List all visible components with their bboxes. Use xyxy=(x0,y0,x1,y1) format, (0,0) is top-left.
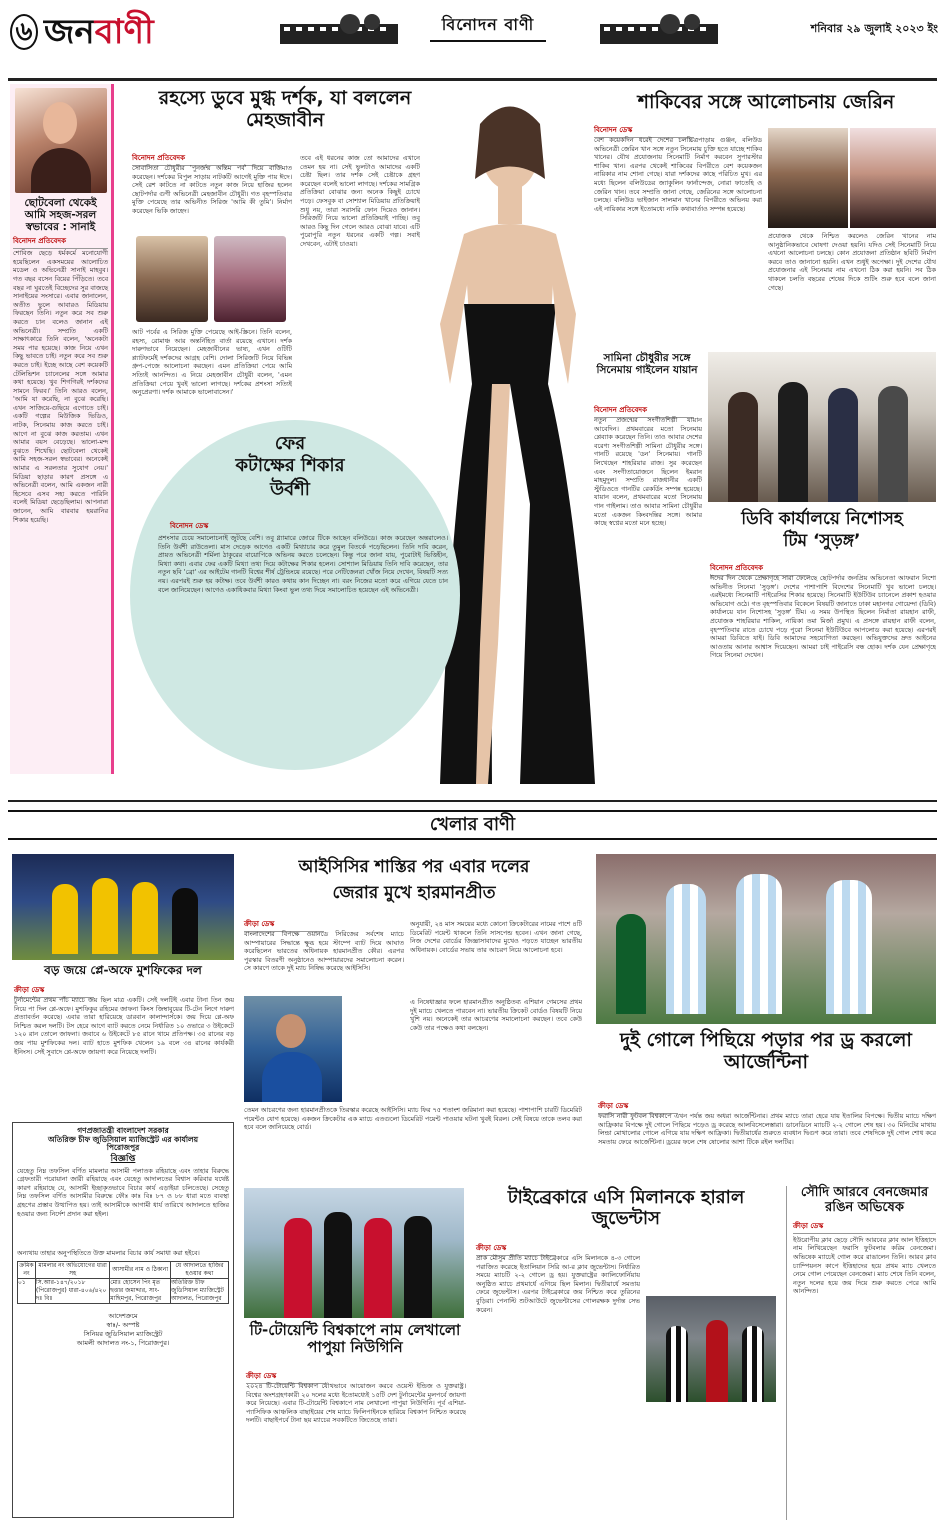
urvashi-headline-line3: উর্বশী xyxy=(270,479,310,500)
surongo-headline-line2: টিম ‘সুড়ঙ্গ’ xyxy=(783,531,861,551)
benzema-box xyxy=(786,1186,936,1520)
mehazabien-byline: বিনোদন প্রতিবেদক xyxy=(132,152,282,166)
argentina-byline: ক্রীড়া ডেস্ক xyxy=(598,1100,678,1114)
issue-date: শনিবার ২৯ জুলাই ২০২৩ ইং xyxy=(810,22,938,35)
argentina-body: ফরাসি নারী ফুটবল বিশ্বকাপে এখন পর্যন্ত জয় অধরা আর্জেন্টিনার। প্রথম ম্যাচে তারা হেরে যায় ইতালির বিপক্ষে। দ্বিতীয় ম্যাচে দক্ষিণ আফ্রিকার বিপক্ষে দুই গোলে পিছিয়ে পড়েও ড্র করেছে আলবিসেলেস্তারা। ডানেডিনে ম্যাচটি ২-২ গোলে শেষ হয়। ৩০ মিনিটের মাথায় লিন্ডা মোথালোর গোলে এগিয়ে যায় দক্ষিণ আফ্রিকা। দ্বিতীয়ার্ধের শুরুতে ব্যবধান দ্বিগুণ করে তারা। তবে শেষদিকে দুই গোল শোধ করে সমতায় ফেরে আর্জেন্টিনা। ড্রয়ের ফলে শেষ ষোলোর আশা টিকে রইল দলটির। xyxy=(598,1112,936,1146)
header-rule xyxy=(8,78,937,81)
png-headline: টি-টোয়েন্টি বিশ্বকাপে নাম লেখালো পাপুয়া নিউগিনি xyxy=(249,1321,461,1357)
mehazabien-photo-1 xyxy=(136,236,208,322)
mehazabien-headline: রহস্যে ডুবে মুগ্ধ দর্শক, যা বললেন মেহজাবীন xyxy=(158,87,412,131)
section-underline xyxy=(430,40,546,42)
shakib-body-col2: প্রযোজক থেকে নিশ্চিত করলেও জেরিন খানের নাম আনুষ্ঠানিকভাবে ঘোষণা দেওয়া হয়নি। যদিও সেই সিনেমাটি নিয়ে এখনো আলোচনা চলছে। কোন প্রযোজনা প্রতিষ্ঠান ছবিটি নির্মাণ করবে তাও জানানো হয়নি। এখন শুধুই অপেক্ষা। দুই দেশের যৌথ প্রযোজনার এই সিনেমার নাম এখনো ঠিক করা হয়নি। সব ঠিক থাকলে চলতি বছরের শেষের দিকে শুটিং শুরু হবে বলে জানা গেছে। xyxy=(768,232,936,292)
mehazabien-body-col3: তবে এই ধরনের কাজ তো আমাদের এখানে তেমন হয় না। সেই ভুলটাও আমাদের একটি চেষ্টা ছিল। তার দর্শক সেই চেষ্টাকে গ্রহণ করেছেন বলেই ভালো লাগছে। দর্শকের সামগ্রিক প্রতিক্রিয়া বোঝার জন্য অনেক কিছুই চোখে পড়ে। ফেসবুক বা সোশ্যাল মিডিয়ায় প্রতিক্রিয়াই শুধু নয়, তারা সরাসরি ফোন দিয়েও জানান। সিরিজটি নিয়ে ভালো প্রতিক্রিয়াই পাচ্ছি। তবু আরও কিছু দিন গেলে আরও বোঝা যাবে। এটি পুরোপুরি নতুন ধরনের একটি গল্প। সবাই দেখবেন, এটাই চাওয়া। xyxy=(300,154,420,248)
notice-title-1: গণপ্রজাতন্ত্রী বাংলাদেশ সরকার xyxy=(77,1126,169,1135)
surongo-byline: বিনোদন প্রতিবেদক xyxy=(710,562,810,576)
png-body: ২০২৪ টি-টোয়েন্টি বিশ্বকাপ যৌথভাবে আয়োজন করবে ওয়েস্ট ইন্ডিজ ও যুক্তরাষ্ট্র। বিশ্বের অংশগ্রহণকারী ২০ দলের মধ্যে ইতোমধ্যেই ১৫টি দেশ টুর্নামেন্টের মূলপর্বে জায়গা করে নিয়েছে। এবার টি-টোয়েন্টি বিশ্বকাপে নাম লেখালো পাপুয়া নিউগিনি। পূর্ব এশিয়া-প্যাসিফিক আঞ্চলিক বাছাইয়ের শেষ ম্যাচে ফিলিপাইনকে হারিয়ে বিশ্বকাপ নিশ্চিত করেছে দলটি। বাছাইপর্বে টানা ছয় ম্যাচের সবকটিতে জিতেছে তারা। xyxy=(246,1382,466,1425)
shakib-byline: বিনোদন ডেস্ক xyxy=(594,124,694,138)
urvashi-byline: বিনোদন ডেস্ক xyxy=(170,520,250,534)
notice-closing: অন্যথায় তাহার অনুপস্থিতিতে উক্ত মামলার বিচার কার্য সমাধা করা হইবে। xyxy=(17,1248,200,1257)
zerin-photo xyxy=(850,128,936,228)
brand-part-a: জন xyxy=(44,12,95,52)
surongo-body: ঈদের দিন থেকে প্রেক্ষাগৃহে সারা ফেলেছে ছোটপর্দার জনপ্রিয় অভিনেতা আফরান নিশো অভিনীত সিনেমা 'সুড়ঙ্গ'। দেশের পাশাপাশি বিদেশের সিনেমাটি খুব ভালো চলছে। এরইমধ্যে সিনেমাটি পাইরেসির শিকার হয়েছে। সিনেমাটি ইউটিউব চ্যানেলে প্রকাশ হওয়ার অভিযোগ ওঠে। গত বৃহস্পতিবার বিকেলে বিষয়টি জানাতে ঢাকা মহানগর গোয়েন্দা (ডিবি) কার্যালয়ে যান নিশোসহ 'সুড়ঙ্গ' টিম। এ সময় উপস্থিত ছিলেন নির্মাতা রায়হান রাফী, প্রযোজক শাহরিয়ার শাকিল, নায়িকা তমা মির্জা প্রমুখ। এ প্রসঙ্গে রায়হান রাফী বলেন, বৃহস্পতিবার রাতে চোখে পড়ে পুরো সিনেমা ইউটিউবে আপলোড করা হয়েছে। এরপরই আমরা ডিবিতে যাই। ডিবি আমাদের সহযোগিতা করছেন। অভিযুক্তদের দ্রুত আইনের আওতায় আনার আশ্বাস দিয়েছেন। আমরা চাই পাইরেসি বন্ধ হোক। দর্শক যেন প্রেক্ষাগৃহে গিয়ে সিনেমা দেখেন। xyxy=(710,574,936,660)
court-notice xyxy=(12,1122,234,1518)
sanai-byline: বিনোদন প্রতিবেদক xyxy=(13,235,108,249)
png-byline: ক্রীড়া ডেস্ক xyxy=(246,1370,326,1384)
notice-cell-court: অতিরিক্ত চীফ জুডিসিয়াল ম্যাজিস্ট্রেট আদালত, পিরোজপুর xyxy=(170,1279,228,1304)
brand-part-b: বাণী xyxy=(94,12,154,52)
notice-sign-name: স্বাঃ/- অস্পষ্ট xyxy=(106,1321,140,1330)
benzema-byline: ক্রীড়া ডেস্ক xyxy=(793,1220,936,1234)
argentina-photo xyxy=(596,854,936,1024)
notice-th-accused: আসামীর নাম ও ঠিকানা xyxy=(110,1262,171,1279)
shakib-headline: শাকিবের সঙ্গে আলোচনায় জেরিন xyxy=(637,91,895,113)
sports-section-title: খেলার বাণী xyxy=(360,812,585,838)
benzema-body: ইউরোপীয় ক্লাব ছেড়ে সৌদি আরবের ক্লাব আল ইত্তিহাদে নাম লিখিয়েছেন ফরাসি ফুটবলার করিম বেনজেমা। অভিষেক ম্যাচেই গোল করে রাঙালেন তিনি। আরব ক্লাব চ্যাম্পিয়নস কাপে ইত্তিহাদের হয়ে প্রথম ম্যাচ খেলতে নেমে গোল পেয়েছেন বেনজেমা। ম্যাচ শেষে তিনি বলেন, নতুন দলের হয়ে জয় দিয়ে শুরু করতে পেরে আমি আনন্দিত। xyxy=(793,1235,936,1296)
png-photo xyxy=(244,1188,464,1318)
samina-body: নতুন প্রজন্মের সংগীতশিল্পী যায়ান আবেদিন। প্রথমবারের মতো সিনেমায় প্লেব্যাক করেছেন তিনি। তাও আবার দেশের বরেণ্য সংগীতশিল্পী সামিনা চৌধুরীর সঙ্গে। গানটি রয়েছে 'ডন' সিনেমায়। গানটি লিখেছেন শাহরিয়ার রাজ। সুর করেছেন এবং সংগীতায়োজনে ছিলেন ইমরান মাহমুদুল। সম্প্রতি রাজধানীর একটি স্টুডিওতে গানটির রেকর্ডিং সম্পন্ন হয়েছে। যায়ান বলেন, প্রথমবারের মতো সিনেমায় গান গাইলাম। তাও আবার সামিনা চৌধুরীর মতো একজন কিংবদন্তির সঙ্গে। আমার কাছে স্বপ্নের মতো মনে হচ্ছে। xyxy=(594,416,702,528)
notice-sign-order: আদেশক্রমে xyxy=(108,1312,138,1321)
shakib-body-col1: বেশ কয়েকদিন ধরেই দেশের চলচ্চিত্রপাড়ায় গুঞ্জন, বলিউড অভিনেত্রী জেরিন খান সঙ্গে নতুন সিনেমায় চুক্তি হতে যাচ্ছে শাকিব খানের। যৌথ প্রযোজনায় সিনেমাটি নির্মাণ করবেন সুপারস্টার শাকিব খান। এরপর থেকেই শাকিবের বিপরীতে বেশ কয়েকজন নায়িকার নাম শোনা গেছে। যারা দর্শকদের কাছে পরিচিত মুখ। এর মধ্যে ছিলেন বলিউডের জ্যাকুলিন ফার্নান্দেজ, নোরা ফাতেহি ও জেরিন খান। তবে সম্প্রতি জানা গেছে, জেরিনের সঙ্গে আলোচনা চলছে। বলিউড ভাইজান সালমান খানের বিপরীতে অভিনয় করা এই নায়িকার সঙ্গে ইতোমধ্যে নাকি কথাবার্তাও সম্পন্ন হয়েছে। xyxy=(594,136,762,213)
page-number: ৬ xyxy=(15,17,33,47)
harman-photo xyxy=(244,996,342,1102)
harman-body-col1: বাংলাদেশের বিপক্ষে ওয়ানডে সিরিজের সর্বশেষ ম্যাচে আম্পায়ারের সিদ্ধান্তে ক্ষুব্ধ হয়ে স্টাম্পে ব্যাট দিয়ে আঘাত করেছিলেন ভারতের অধিনায়ক হারমানপ্রীত কৌর। এরপর পুরস্কার বিতরণী অনুষ্ঠানেও আম্পায়ারদের সমালোচনা করেন। সে কারণে তাকে দুই ম্যাচ নিষিদ্ধ করেছে আইসিসি। xyxy=(244,930,404,973)
urvashi-headline-line2: কটাক্ষের শিকার xyxy=(235,455,345,476)
shakib-photo xyxy=(768,128,848,228)
mehazabien-photo-2 xyxy=(214,236,286,322)
notice-cell-accused: মোঃ হোসেন পিং মৃত ছত্তার জমাদ্দার, সাং- মাছিমপুর, পিরোজপুর xyxy=(110,1279,171,1304)
samina-headline: সামিনা চৌধুরীর সঙ্গে সিনেমায় গাইলেন যায়ান xyxy=(596,352,698,377)
harman-headline-line2: জেরার মুখে হারমানপ্রীত xyxy=(332,883,496,903)
notice-sign-title: সিনিয়র জুডিসিয়াল ম্যাজিস্ট্রেট xyxy=(83,1330,163,1339)
sanai-headline: ছোটবেলা থেকেই আমি সহজ-সরল স্বভাবের : সানাই xyxy=(24,197,97,234)
film-reel-icon-left xyxy=(280,14,398,54)
argentina-headline: দুই গোলে পিছিয়ে পড়ার পর ড্র করলো আর্জেন্টিনা xyxy=(620,1029,912,1073)
table-row xyxy=(18,1279,229,1304)
harman-body-col2: অনুযায়ী, ২৪ মাস সময়ের মধ্যে কোনো ক্রিকেটারের নামের পাশে ৪টি ডিমেরিট পয়েন্ট থাকলে তিনি সাসপেন্ড হবেন। এখন জানা গেছে, নিজ দেশের বোর্ডের জিজ্ঞাসাবাদের মুখেও পড়তে যাচ্ছেন ভারতীয় অধিনায়ক। বোর্ডের সভায় তার আচরণ নিয়ে আলোচনা হবে। xyxy=(410,920,582,954)
surongo-headline-line1: ডিবি কার্যালয়ে নিশোসহ xyxy=(741,509,903,529)
urvashi-headline-line1: ফের xyxy=(274,433,306,454)
notice-label: বিজ্ঞপ্তি xyxy=(110,1153,136,1164)
milan-byline: ক্রীড়া ডেস্ক xyxy=(476,1242,556,1256)
notice-body: যেহেতু নিম্ন তফসিল বর্ণিত মামলার আসামী পলাতক রহিয়াছে এবং তাহার বিরুদ্ধে গ্রেফতারী পরোয়ানা জারী রহিয়াছে এবং যেহেতু আদালতের বিশ্বাস করিবার যথেষ্ট কারণ রহিয়াছে যে, আসামী ইচ্ছাকৃতভাবে বিচার কার্য এড়াইয়া চলিতেছে। সেহেতু নিম্ন তফসিল বর্ণিত আসামীর বিরুদ্ধে ফৌঃ কাঃ বিঃ ৮৭ ও ৮৮ ধারা মতে ব্যবস্থা গ্রহণের প্রস্তাব উত্থাপিত হয়। তাই আসামীকে আগামী ধার্য তারিখে আদালতে হাজির হওয়ার জন্য নির্দেশ প্রদান করা হইল। xyxy=(17,1166,229,1218)
urvashi-body: প্রশংসার চেয়ে সমালোচনাই জুটছে বেশি। তবু গ্ল্যামারে জোরে টিকে আছেন বলিউডে। কাজ করেছেন অন্তরালেও। তিনি উর্বশী রাউতেলা। মাস দেড়েক আগেও একটি মিথ্যাচার করে তুমুল বিতর্কে পড়েছিলেন। তিনি দাবি করেন, প্রায়ত অভিনেত্রী শর্মিলা ঠাকুরের বায়োপিকে অভিনয় করতে চলেছেন। কিন্তু পরে জানা যায়, পুরোটাই ভিত্তিহীন, মিথ্যা কথা। এবার ফের একটি মিথ্যা তথ্য দিয়ে কটাক্ষের শিকার হলেন। সোশ্যাল মিডিয়ায় তিনি দাবি করেছেন, তার নতুন ছবি 'ব্রো' এর আইটেম গানটি বিশ্বের শীর্ষ ট্রেন্ডিংয়ে রয়েছে। পরে নেটিজেনরা খোঁজ নিয়ে দেখেন, বিষয়টি সত্য নয়। এরপরই শুরু হয় কটাক্ষ। তবে উর্বশী কারও কথায় কান দিচ্ছেন না। বরং নিজের মতো করে এগিয়ে যেতে চান বলে জানিয়েছেন। আগেও একাধিকবার মিথ্যা কিংবা ভুল তথ্য দিয়ে সমালোচিত হয়েছেন এই অভিনেত্রী। xyxy=(158,534,448,594)
notice-th-case: মামলার নং অভিযোগের ধারা সহ xyxy=(36,1262,110,1279)
harman-headline-line1: আইসিসির শাস্তির পর এবার দলের xyxy=(298,857,530,877)
mehazabien-body-col2: আট পর্বের এ সিরিজ মুক্তি পেয়েছে আই-স্ক্রিনে। তিনি বলেন, রহস্য, রোমাঞ্চ আর অন্তর্নিহিত বার্তা রয়েছে এখানে। দর্শক দারুণভাবে নিয়েছেন। মেহজাবীনের ভাষ্য, এখন ওটিটি প্ল্যাটফর্মেই দর্শকদের আগ্রহ বেশি। দোলা সিরিজটি নিয়ে বিভিন্ন গ্রুপ-পেজে আলোচনা করছেন। এমন প্রতিক্রিয়া পেয়ে আমি সত্যিই আনন্দিত। এ নিয়ে মেহজাবীন চৌধুরী বলেন, 'এমন প্রতিক্রিয়া পেয়ে খুবই ভালো লাগছে। দর্শকের প্রশংসা সত্যিই অনুপ্রেরণা। দর্শক আমাকে ভালোবাসেন।' xyxy=(132,328,292,397)
sanai-body: শোবিজ ছেড়ে ধর্মকর্মে মনোযোগী হয়েছিলেন একসময়ের আলোচিত মডেল ও অভিনেত্রী সানাই মাহবুব। গত বছর বসেন বিয়ের পিঁড়িতে। তবে বছর না ঘুরতেই বিচ্ছেদের সুর বাজছে সানাইয়ের সংসারে। এবার জানালেন, অতীত ভুলে আবারও মিডিয়ায় ফিরছেন তিনি। নতুন করে সব শুরু করতে চান বলেও জানান এই অভিনেত্রী। সম্প্রতি একটি সাক্ষাৎকারে তিনি বলেন, 'অনেকটা সময় পার হয়েছে। কাজ নিয়ে এখন কিছু ভাবতে চাই। নতুন করে সব শুরু করতে চাই। ইচ্ছে আছে বেশ কয়েকটি টেলিভিশন চ্যানেলের সঙ্গে আমার কথা হয়েছে। খুব শিগগিরই দর্শকদের সামনে ফিরব।' তিনি আরও বলেন, 'আমি যা করেছি, না বুঝে করেছি। এখন সাজিয়ে-গুছিয়ে এগোতে চাই। একটি গল্পের মিউজিক ভিডিও, নাটক, সিনেমায় কাজ করতে চাই। আগে না বুঝে কাজ করতাম। এখন আমার বয়স বেড়েছে। ভালো-মন্দ বুঝতে শিখেছি। ছোটবেলা থেকেই আমি সহজ-সরল স্বভাবের। অনেকেই আমার এ সরলতার সুযোগ নেয়।' মিডিয়া ছাড়ার কারণ প্রসঙ্গে এ অভিনেত্রী বলেন, আমি একজন নারী হিসেবে এসব সহ্য করতে পারিনি বলেই মিডিয়া ছেড়েছিলাম। আপনারা জানেন, আমি বারবার হয়রানির শিকার হয়েছি। xyxy=(13,249,108,524)
harman-body-col3: এ নিষেধাজ্ঞার ফলে হারমানপ্রীত অনুষ্ঠিতব্য এশিয়ান গেমসের প্রথম দুই ম্যাচে খেলতে পারবেন না। ভারতীয় ক্রিকেট বোর্ডও বিষয়টি নিয়ে খুশি নয়। অনেকেই তার আচরণের সমালোচনা করছেন। তবে কেউ কেউ তার পক্ষেও কথা বলছেন। xyxy=(410,998,582,1032)
notice-sign-court: আমলী আদালত নং-১, পিরোজপুর। xyxy=(76,1339,170,1348)
notice-cell-case: সি.আর-১৪৭/২০১৮ (পিরোজপুর) ধারা-৪০৬/৪২০ দঃ বিঃ xyxy=(36,1279,110,1304)
harman-byline: ক্রীড়া ডেস্ক xyxy=(244,918,324,932)
sanai-photo xyxy=(15,88,107,193)
film-reel-icon-right xyxy=(600,14,718,54)
sidebar-sanai xyxy=(10,84,114,774)
milan-body-col1: প্রাক মৌসুম প্রীতি ম্যাচে টাইব্রেকারে এসি মিলানকে ৪-৩ গোলে পরাজিত করেছে ইতালিয়ান সিরি আ-র ক্লাব জুভেন্টাস। নির্ধারিত সময়ে ম্যাচটি ২-২ গোলে ড্র হয়। যুক্তরাষ্ট্রের ক্যালিফোর্নিয়ায় অনুষ্ঠিত ম্যাচে প্রথমার্ধে এগিয়ে ছিল মিলান। দ্বিতীয়ার্ধে সমতায় ফেরে জুভেন্টাস। এরপর টাইব্রেকারে জয় নিশ্চিত করে তুরিনের বুড়িরা। পেনাল্টি শুটআউটে জুভেন্টাসের গোলরক্ষক দুর্দান্ত সেভ করেন। xyxy=(476,1254,640,1314)
benzema-headline: সৌদি আরবে বেনজেমার রঙিন অভিষেক xyxy=(800,1185,929,1215)
notice-title-2: অতিরিক্ত চীফ জুডিসিয়াল ম্যাজিস্ট্রেট এর কার্যালয় xyxy=(47,1134,199,1144)
masthead xyxy=(0,0,945,78)
mushfiq-photo xyxy=(12,854,234,960)
mehazabien-body-col1: সোবাসিতা চৌধুরীর 'পুনর্জন্ম অন্তিম পর্ব' দিয়ে বাজিমাত করেছেন। দর্শকের বিপুল সাড়ায় নাটকটি আগেই মুক্তি পায় ঈদে। সেই রেশ কাটতে না কাটতে নতুন কাজ নিয়ে হাজির হলেন ছোটপর্দার গুণী অভিনেত্রী মেহজাবীন চৌধুরী। গত বৃহস্পতিবার মুক্তি পেয়েছে তার অভিনীত সিরিজ 'আমি কী তুমি'। নির্মাণ করেছেন ভিকি জাহেদ। xyxy=(132,164,292,215)
mushfiq-headline: বড় জয়ে প্লে-অফে মুশফিকের দল xyxy=(44,963,202,977)
milan-photo xyxy=(646,1296,776,1402)
milan-headline: টাইব্রেকারে এসি মিলানকে হারাল জুভেন্টাস xyxy=(507,1187,745,1229)
harman-body-col4: তেমন আচরণের জন্য হারমানপ্রীতকে তিরস্কার করেছে আইসিসি। ম্যাচ ফির ৭৫ শতাংশ জরিমানা করা হয়েছে। পাশাপাশি চারটি ডিমেরিট পয়েন্টও যোগ হয়েছে। একজন ক্রিকেটার এক ম্যাচে এতগুলো ডিমেরিট পয়েন্ট পাওয়ার ঘটনা খুবই বিরল। সেই বিষয়ে তাকে তলব করা হবে বলে জানিয়েছে বোর্ড। xyxy=(244,1106,582,1132)
sports-top-rule xyxy=(8,800,937,802)
notice-th-serial: ক্রমিক নং xyxy=(19,1262,34,1278)
mushfiq-byline: ক্রীড়া ডেস্ক xyxy=(14,984,94,998)
samina-byline: বিনোদন প্রতিবেদক xyxy=(594,404,694,418)
section-title: বিনোদন বাণী xyxy=(441,15,535,34)
notice-th-court: যে আদালতে হাজির হওয়ার কথা xyxy=(170,1262,228,1279)
mushfiq-body: টুর্নামেন্টের প্রথম পাঁচ ম্যাচে জয় ছিল মাত্র একটি। সেই দলটিই এবার টানা তিন জয় নিয়ে পা দিল প্লে-অফে। মুশফিকুর রহিমের জাফনা কিংস জিম্বাবুয়ের টি-টেন লিগে দারুণ প্রত্যাবর্তন করেছে। এবার তারা হারিয়েছে ডারবান কালান্দার্সকে। জয় দিয়ে প্লে-অফ নিশ্চিত করল দলটি। টস হেরে আগে ব্যাট করতে নেমে নির্ধারিত ১০ ওভারে ৩ উইকেটে ১২০ রান তোলে জাফনা। জবাবে ৬ উইকেটে ৮৫ রানে থামে প্রতিপক্ষ। ৩৫ রানের বড় জয় পায় মুশফিকের দল। ব্যাট হাতে মুশফিক খেলেন ১৯ বলে ৩৪ রানের কার্যকরী ইনিংস। সেই সুবাদে প্লে-অফে জায়গা করে নিয়েছে দলটি। xyxy=(14,996,234,1056)
brand-logo xyxy=(44,10,154,54)
notice-cell-serial: ০১ xyxy=(18,1279,36,1304)
notice-title-3: পিরোজপুর xyxy=(106,1143,140,1153)
surongo-photo xyxy=(708,352,936,502)
notice-table xyxy=(17,1261,229,1304)
